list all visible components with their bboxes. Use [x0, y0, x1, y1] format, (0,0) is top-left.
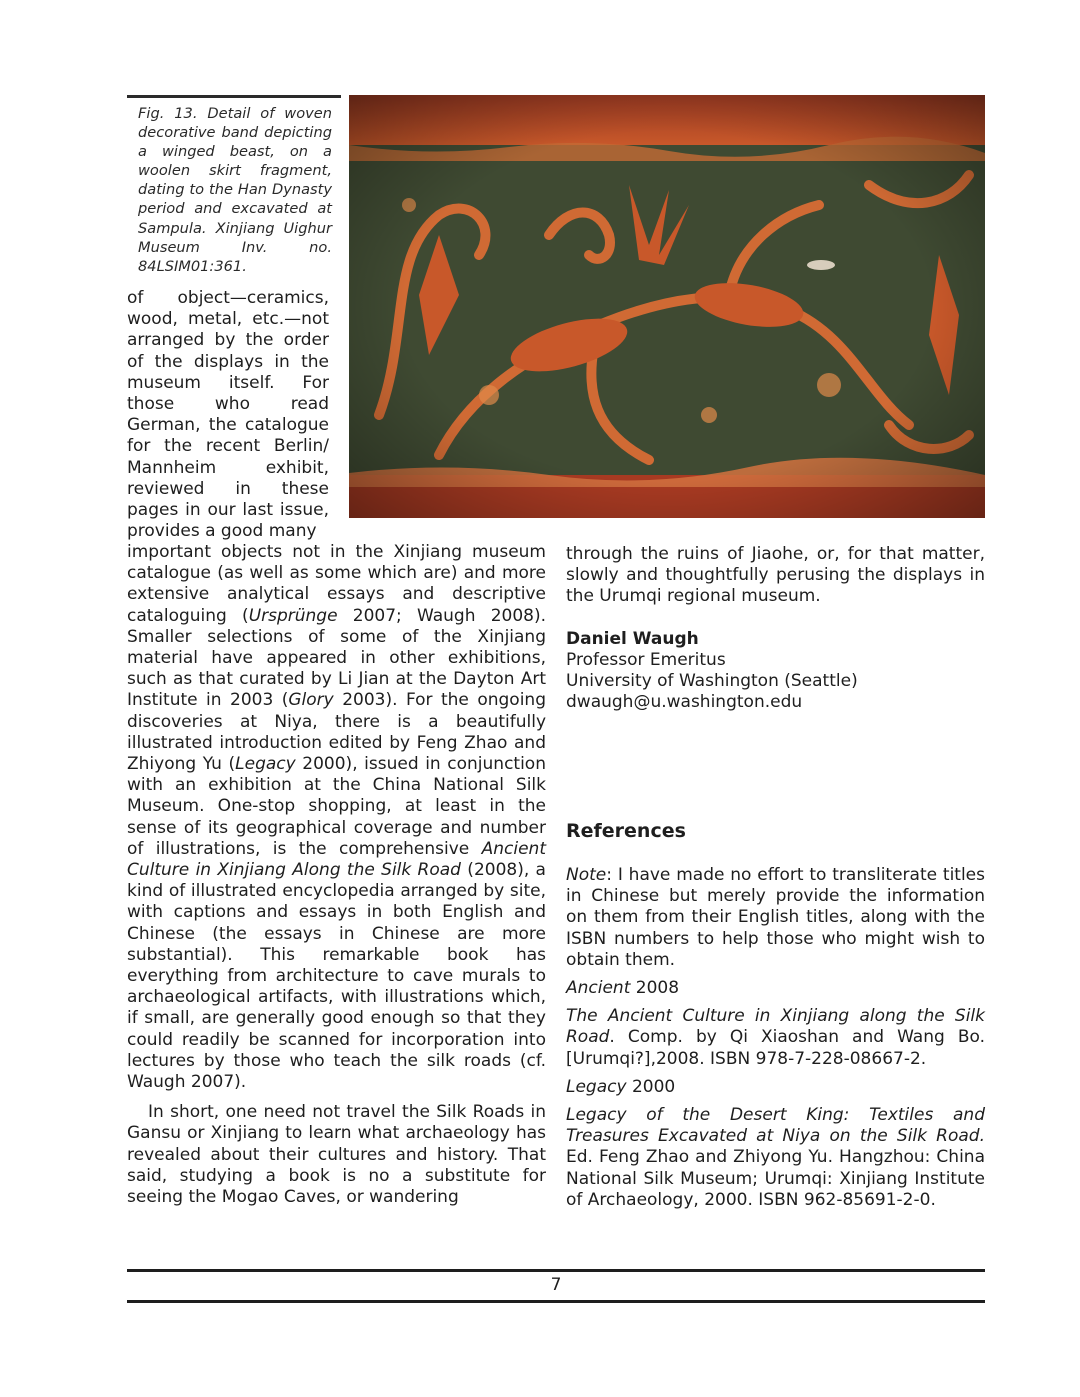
body-paragraph-1: [127, 542, 546, 1093]
para1-text-4: 2000), issued in conjunction with an exhibition at the China National Silk Museum. One-stop shopping, at least in the sense of its geographical coverage and number of illustrations, is the comprehensive: [127, 754, 546, 859]
ref-1-details: . Comp. by Qi Xiaoshan and Wang Bo. [Urumqi?],2008. ISBN 978-7-228-08667-2.: [566, 1027, 985, 1069]
para1-text-5: (2008), a kind of illustrated encyclopedia arranged by site, with captions and essays in both English and Chinese (the essays in Chinese are more substantial). This remarkable book has everything from architecture to cave murals to archaeological artifacts, with illustrations which, if small, are generally good enough so that they could readily be scanned for incorporation into lectures by those who teach the silk roads (cf. Waugh 2007).: [127, 860, 546, 1093]
body-paragraph-2: In short, one need not travel the Silk Roads in Gansu or Xinjiang to learn what archaeology has revealed about their cultures and history. That said, studying a book is no a substitute for seeing the Mogao Caves, or wandering: [127, 1102, 546, 1208]
author-affiliation: University of Washington (Seattle): [566, 671, 858, 692]
wrap-column: [127, 288, 329, 542]
para1-text-3: 2003). For the ongoing discoveries at Niya, there is a beautifully illustrated introduction edited by Feng Zhao and Zhiyong Yu (: [127, 690, 546, 775]
para1-italic-1: Ursprünge: [248, 605, 338, 626]
ref-1-year: 2008: [630, 978, 680, 999]
left-column: [127, 542, 546, 1208]
footer-rule-top: [127, 1269, 985, 1272]
ref-2-title: Legacy of the Desert King: Textiles and Treasures Excavated at Niya on the Silk Road.: [566, 1105, 985, 1147]
author-name: Daniel Waugh: [566, 628, 699, 649]
author-email[interactable]: dwaugh@u.washington.edu: [566, 692, 803, 713]
note-label: Note: [566, 865, 607, 885]
references-list: [566, 865, 985, 1211]
caption-rule: [127, 95, 341, 98]
body-paragraph-2-continued: through the ruins of Jiaohe, or, for that matter, slowly and thoughtfully perusing the displays in the Urumqi regional museum.: [566, 544, 985, 607]
textile-photo-illustration: [349, 95, 985, 518]
ref-2-details: Ed. Feng Zhao and Zhiyong Yu. Hangzhou: China National Silk Museum; Urumqi: Xinjiang Institute of Archaeology, 2000. ISBN 962-85691-2-0.: [566, 1147, 985, 1210]
figure-caption: Fig. 13. Detail of woven decorative band depicting a winged beast, on a woolen skirt fragment, dating to the Han Dynasty period and excavated at Sampula. Xinjiang Uighur Museum Inv. no. 84LSIM01:361.: [138, 105, 332, 275]
references-note: [566, 865, 985, 971]
ref-1-title: The Ancient Culture in Xinjiang along the Silk Road: [566, 1006, 985, 1048]
para1-italic-2: Glory: [288, 690, 334, 711]
reference-key-1: [566, 978, 985, 999]
textile-photo: [349, 95, 985, 518]
para1-italic-3: Legacy: [235, 754, 296, 775]
reference-key-2: [566, 1077, 985, 1098]
ref-1-key: Ancient: [566, 978, 631, 999]
reference-entry-1: [566, 1006, 985, 1070]
author-title: Professor Emeritus: [566, 649, 726, 670]
references-heading: References: [566, 820, 686, 842]
para1-text-2: 2007; Waugh 2008). Smaller selections of some of the Xinjiang material have appeared in other exhibitions, such as that curated by Li Jian at the Dayton Art Institute in 2003 (: [127, 605, 546, 711]
footer-rule-bottom: [127, 1300, 985, 1303]
reference-entry-2: [566, 1105, 985, 1211]
wrap-paragraph: of object—ceramics, wood, metal, etc.—not arranged by the order of the displays in the museum itself. For those who read German, the catalogue for the recent Berlin/ Mannheim exhibit, reviewed in these pages in our last issue, provides a good many: [127, 288, 329, 542]
ref-2-key: Legacy: [566, 1076, 627, 1097]
ref-2-year: 2000: [626, 1076, 676, 1097]
note-text: : I have made no effort to transliterate titles in Chinese but merely provide the information on them from their English titles, along with the ISBN numbers to help those who might wish to obtain them.: [566, 865, 985, 970]
page-number: 7: [550, 1275, 562, 1295]
para1-text-1: important objects not in the Xinjiang museum catalogue (as well as some which are) and more extensive analytical essays and descriptive cataloguing (: [127, 542, 546, 626]
right-column: [566, 544, 985, 713]
para1-italic-4: Ancient Culture in Xinjiang Along the Silk Road: [127, 838, 546, 881]
